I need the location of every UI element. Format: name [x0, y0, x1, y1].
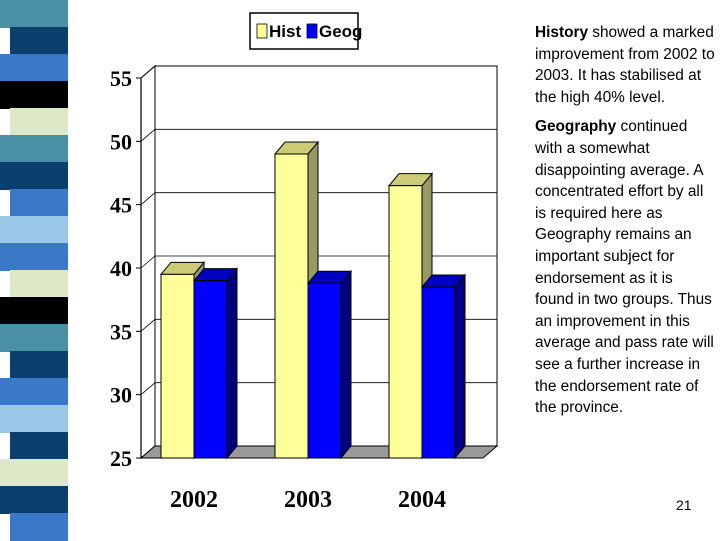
y-tick-label: 40 — [110, 256, 132, 281]
slide-number: 21 — [676, 497, 692, 513]
bar-hist-2002 — [161, 274, 194, 458]
stripe-block — [0, 405, 68, 433]
bar-side-geog-2002 — [227, 269, 237, 458]
stripe-block — [10, 513, 68, 541]
legend-label-hist: Hist — [269, 22, 302, 41]
bar-hist-2004 — [389, 186, 422, 458]
stripe-block — [10, 270, 68, 298]
stripe-block — [10, 108, 68, 136]
stripe-block — [0, 216, 68, 244]
commentary-text — [535, 22, 715, 427]
bar-geog-2002 — [194, 281, 227, 458]
bar-hist-2003 — [275, 154, 308, 458]
legend-swatch-geog — [307, 24, 317, 38]
geography-note-text: continued with a somewhat disappointing average. A concentrated effort by all is required here as Geography remains an important subject for endorsement as it is found in two groups. Thus an improvement in this average and pass rate will see a further increase in the endorsement rate of the province. — [535, 118, 714, 417]
y-tick-label: 45 — [110, 192, 132, 218]
y-tick-label: 35 — [110, 319, 132, 345]
x-tick-label-2003: 2003 — [284, 487, 332, 513]
legend-swatch-hist — [257, 24, 267, 38]
stripe-block — [10, 432, 68, 460]
bar-chart — [90, 0, 530, 540]
geography-note — [535, 116, 715, 418]
y-tick-label: 25 — [110, 446, 132, 471]
stripe-block — [0, 297, 68, 325]
legend-label-geog: Geog — [319, 22, 363, 41]
history-heading: History — [535, 24, 589, 41]
y-tick-label: 30 — [110, 382, 132, 408]
y-tick-label: 55 — [110, 66, 132, 91]
geography-heading: Geography — [535, 118, 617, 136]
bar-geog-2003 — [308, 283, 341, 458]
bar-side-geog-2004 — [455, 275, 465, 458]
stripe-block — [10, 27, 68, 55]
bar-side-geog-2003 — [341, 271, 351, 458]
stripe-block — [0, 459, 68, 487]
stripe-block — [0, 54, 68, 82]
history-note-text: showed a marked improvement from 2002 to 2003. It has stabilised at the high 40% level. — [535, 24, 715, 106]
chart-legend — [250, 13, 362, 49]
x-tick-label-2002: 2002 — [170, 487, 218, 513]
x-tick-label-2004: 2004 — [398, 487, 446, 513]
history-note — [535, 22, 715, 108]
y-axis — [110, 66, 141, 471]
y-tick-label: 50 — [110, 129, 132, 155]
stripe-block — [0, 243, 68, 271]
stripe-block — [10, 189, 68, 217]
bar-geog-2004 — [422, 287, 455, 458]
decorative-stripe — [0, 0, 68, 540]
stripe-block — [0, 378, 68, 406]
stripe-block — [0, 0, 68, 28]
x-axis — [170, 487, 446, 513]
stripe-block — [0, 324, 68, 352]
stripe-block — [0, 162, 68, 190]
stripe-block — [0, 486, 68, 514]
stripe-block — [10, 351, 68, 379]
stripe-block — [0, 81, 68, 109]
stripe-block — [0, 135, 68, 163]
